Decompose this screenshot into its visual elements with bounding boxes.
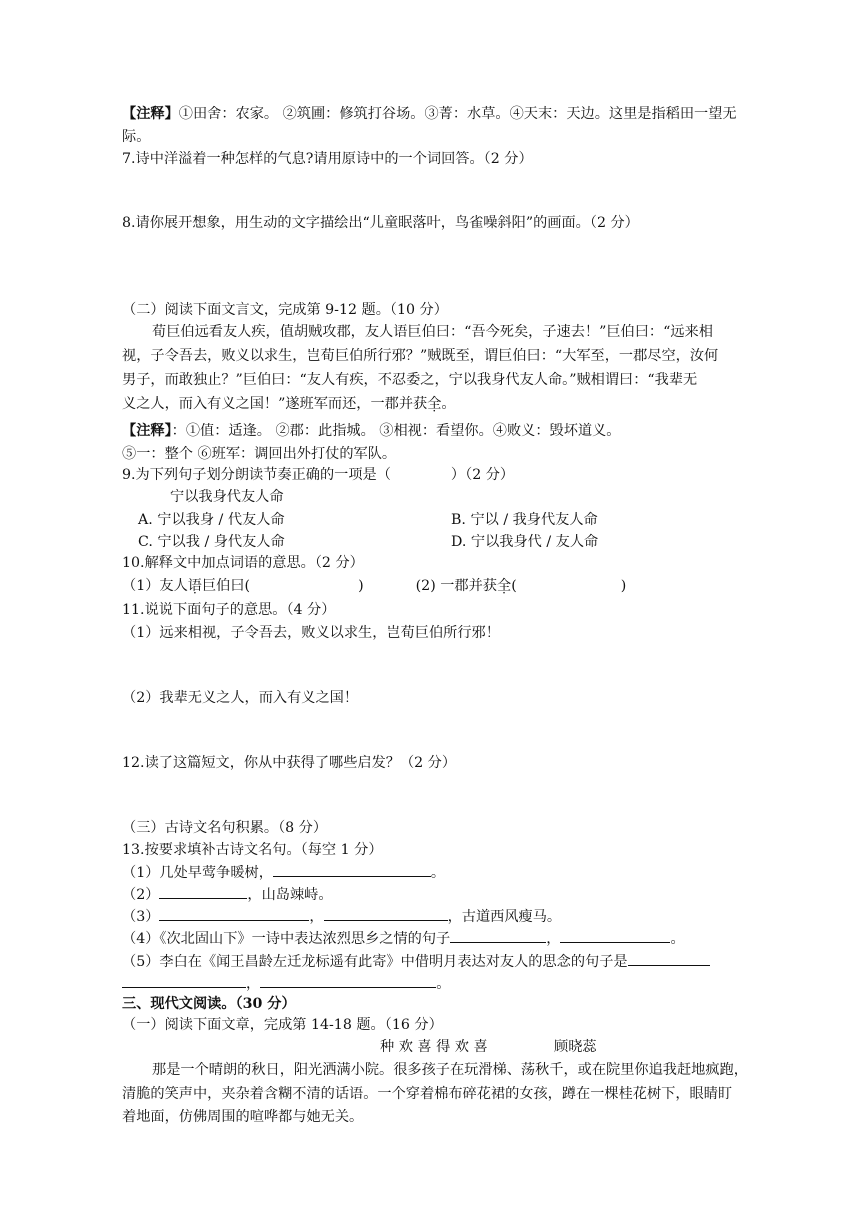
option-c[interactable]: C. 宁以我 / 身代友人命 (138, 534, 285, 550)
q13-line-3-num: （3） (122, 909, 160, 925)
q10-item-2-start: (2) 一郡并获 (415, 578, 497, 594)
question-11-item-1: （1）远来相视，子令吾去，败义以求生，岂荀巨伯所行邪！ (122, 625, 500, 641)
q13-line-3-sep: ， (309, 909, 324, 925)
classical-text-line-2: 视，子令吾去，败义以求生，岂荀巨伯所行邪？”贼既至，谓巨伯曰：“大军至，一郡尽空，汝何 (122, 348, 719, 364)
article-line-3: 着地面，仿佛周围的喧哗都与她无关。 (122, 1109, 364, 1125)
classical-text-line-4-start: 义之人，而入有义之国！”遂班军而还，一郡并获 (122, 396, 428, 412)
q10-dotted-word-1: 语 (187, 578, 202, 594)
question-9 (122, 465, 514, 485)
q13-line-5-text: （5）李白在《闻王昌龄左迁龙标遥有此寄》中借明月表达对友人的思念的句子是 (122, 954, 628, 970)
fill-blank[interactable] (159, 906, 309, 921)
article-line-1: 那是一个晴朗的秋日，阳光洒满小院。很多孩子在玩滑梯、荡秋千，或在院里你追我赶地疯跑， (152, 1062, 748, 1078)
q13-line-1-text: （1）几处早莺争暖树， (122, 865, 273, 881)
question-7: 7.诗中洋溢着一种怎样的气息?请用原诗中的一个词回答。（2 分） (122, 151, 533, 167)
classical-notes-line-1 (122, 421, 621, 441)
q10-item-1-close: ) (358, 578, 364, 594)
q13-line-2-num: （2） (122, 887, 160, 903)
q13-line-4-sep: ， (546, 931, 561, 947)
fill-blank[interactable] (273, 862, 431, 877)
q13-line-3 (122, 906, 561, 927)
notes-label: 【注释】 (122, 106, 179, 122)
classical-text-line-1: 荀巨伯远看友人疾，值胡贼攻郡，友人语巨伯曰：“吾今死矣，子速去！”巨伯曰：“远来相 (152, 324, 713, 340)
question-11: 11.说说下面句子的意思。（4 分） (122, 602, 336, 618)
classical-text-line-4-end: 。 (441, 396, 456, 412)
q13-line-3-text: ，古道西风瘦马。 (447, 909, 562, 925)
fill-blank[interactable] (560, 928, 670, 943)
q10-item-2-close: ) (620, 578, 627, 594)
part-3-subheading: （一）阅读下面文章，完成第 14-18 题。（16 分） (122, 1017, 443, 1033)
question-9-sentence: 宁以我身代友人命 (170, 489, 284, 505)
option-a[interactable]: A. 宁以我身 / 代友人命 (138, 512, 285, 528)
q10-item-2-mid: ( (511, 578, 517, 594)
question-10-items (122, 576, 626, 596)
fill-blank[interactable] (324, 906, 448, 921)
option-d[interactable]: D. 宁以我身代 / 友人命 (451, 534, 599, 550)
part-3-heading: 三、现代文阅读。（30 分） (122, 996, 296, 1012)
q13-line-6 (122, 973, 450, 994)
q13-line-6-sep: ， (246, 976, 261, 992)
article-line-2: 清脆的笑声中，夹杂着含糊不清的话语。一个穿着棉布碎花裙的女孩，蹲在一棵桂花树下，眼睛盯 (122, 1086, 733, 1102)
fill-blank[interactable] (122, 973, 246, 988)
option-b[interactable]: B. 宁以 / 我身代友人命 (451, 512, 598, 528)
question-12: 12.读了这篇短文，你从中获得了哪些启发？（2 分） (122, 755, 457, 771)
section-2-heading: （二）阅读下面文言文，完成第 9-12 题。（10 分） (122, 302, 448, 318)
article-author: 顾晓蕊 (554, 1039, 597, 1055)
question-11-item-2: （2）我辈无义之人，而入有义之国！ (122, 690, 359, 706)
q13-line-4 (122, 928, 685, 949)
fill-blank[interactable] (628, 951, 710, 966)
q13-line-5 (122, 951, 710, 972)
q13-line-2-text: ，山岛竦峙。 (247, 887, 333, 903)
dotted-word: 全 (427, 396, 442, 412)
question-9-text: 9.为下列句子划分朗读节奏正确的一项是（ (122, 467, 391, 483)
classical-text-line-4 (122, 394, 456, 414)
q13-line-2 (122, 884, 333, 905)
fill-blank[interactable] (450, 928, 546, 943)
fill-blank[interactable] (260, 973, 436, 988)
fill-blank[interactable] (159, 884, 247, 899)
classical-notes-line-2: ⑤一：整个 ⑥班军：调回出外打仗的军队。 (122, 446, 397, 462)
poem-notes-line-2: 际。 (122, 129, 151, 145)
question-13: 13.按要求填补古诗文名句。（每空 1 分） (122, 842, 383, 858)
classical-notes-label: 【注释】 (122, 423, 172, 439)
section-3-heading: （三）古诗文名句积累。（8 分） (122, 820, 328, 836)
q13-line-6-end: 。 (436, 976, 451, 992)
question-10: 10.解释文中加点词语的意思。（2 分） (122, 555, 364, 571)
question-9-score: ）（2 分） (450, 467, 515, 483)
q13-line-1 (122, 862, 445, 883)
q13-line-4-end: 。 (670, 931, 685, 947)
q13-line-4-text: （4）《次北固山下》一诗中表达浓烈思乡之情的句子 (122, 931, 451, 947)
article-title: 种 欢 喜 得 欢 喜 (380, 1039, 488, 1055)
poem-notes-line-1 (122, 104, 737, 124)
q13-line-1-end: 。 (430, 865, 446, 881)
classical-notes-text: ：①值：适逢。 ②郡：此指城。 ③相视：看望你。④败义：毁坏道义。 (171, 423, 621, 439)
q10-dotted-word-2: 全 (497, 578, 512, 594)
notes-text: ①田舍：农家。 ②筑圃：修筑打谷场。③菁：水草。④天末：天边。这里是指稻田一望无 (178, 106, 737, 122)
question-8: 8.请你展开想象，用生动的文字描绘出“儿童眠落叶，鸟雀噪斜阳”的画面。（2 分） (122, 215, 639, 231)
q10-item-1-start: （1）友人 (122, 578, 188, 594)
q10-item-1-mid: 巨伯曰( (201, 578, 251, 594)
classical-text-line-3: 男子，而敢独止？”巨伯曰：“友人有疾，不忍委之，宁以我身代友人命。”贼相谓曰：“我辈无 (122, 372, 698, 388)
